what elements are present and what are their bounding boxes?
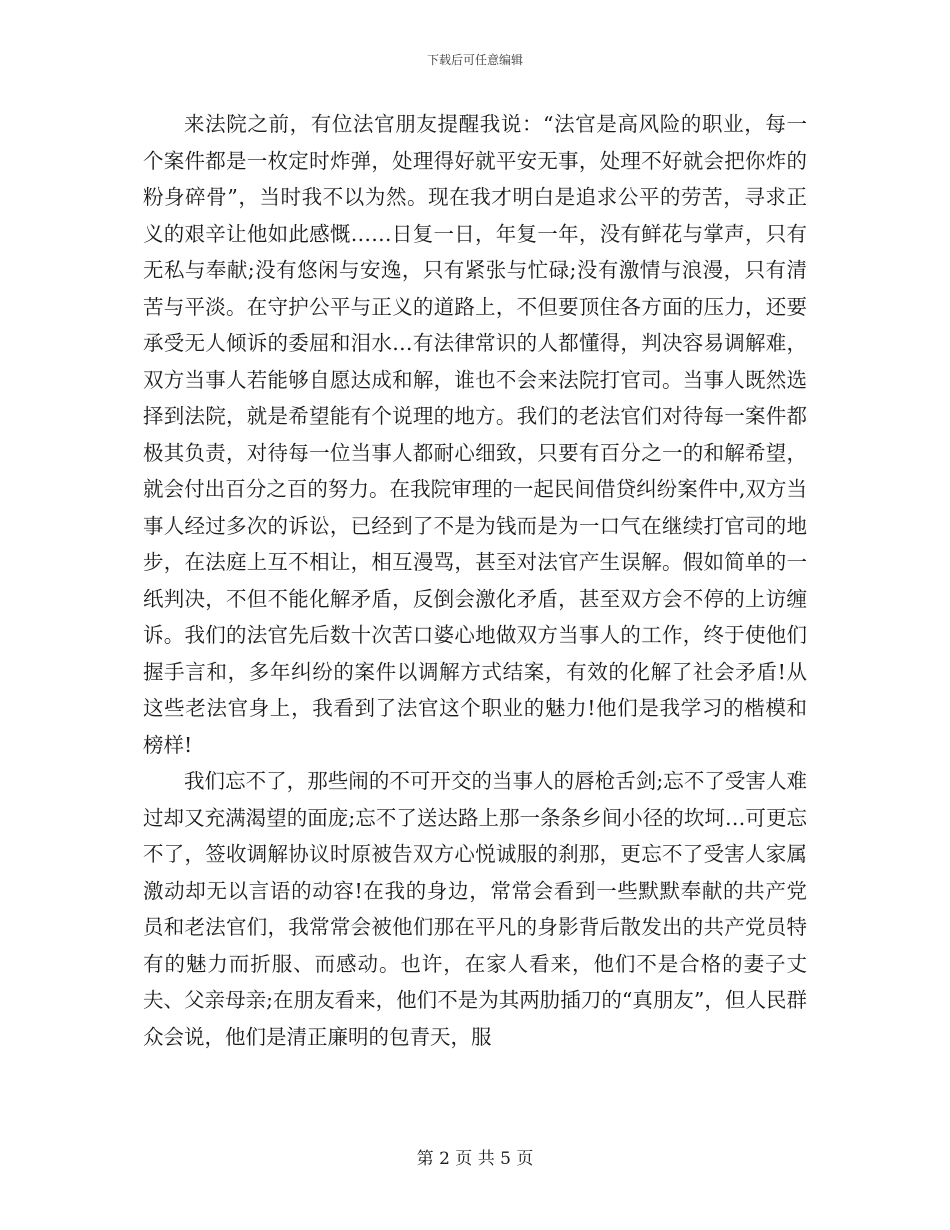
page-header-note: 下载后可任意编辑	[426, 53, 523, 67]
paragraph: 我们忘不了，那些闹的不可开交的当事人的唇枪舌剑;忘不了受害人难过却又充满渴望的面庞;忘不了送达路上那一条条乡间小径的坎坷…可更忘不了，签收调解协议时原被告双方心悦诚服的刹那，更忘不了受害人家属激动却无以言语的动容!在我的身边，常常会看到一些默默奉献的共产党员和老法官们，我常常会被他们那在平凡的身影背后散发出的共产党员特有的魅力而折服、而感动。也许，在家人看来，他们不是合格的妻子丈夫、父亲母亲;在朋友看来，他们不是为其两肋插刀的“真朋友”，但人民群众会说，他们是清正廉明的包青天，服	[143, 769, 807, 1049]
page-number-footer: 第 2 页 共 5 页	[416, 1149, 534, 1169]
paragraph: 来法院之前，有位法官朋友提醒我说：“法官是高风险的职业，每一个案件都是一枚定时炸弹，处理得好就平安无事，处理不好就会把你炸的粉身碎骨”，当时我不以为然。现在我才明白是追求公平的劳苦，寻求正义的艰辛让他如此感慨……日复一日，年复一年，没有鲜花与掌声，只有无私与奉献;没有悠闲与安逸，只有紧张与忙碌;没有激情与浪漫，只有清苦与平淡。在守护公平与正义的道路上，不但要顶住各方面的压力，还要承受无人倾诉的委屈和泪水…有法律常识的人都懂得，判决容易调解难，双方当事人若能够自愿达成和解，谁也不会来法院打官司。当事人既然选择到法院，就是希望能有个说理的地方。我们的老法官们对待每一案件都极其负责，对待每一位当事人都耐心细致，只要有百分之一的和解希望，就会付出百分之百的努力。在我院审理的一起民间借贷纠纷案件中,双方当事人经过多次的诉讼，已经到了不是为钱而是为一口气在继续打官司的地步，在法庭上互不相让，相互漫骂，甚至对法官产生误解。假如简单的一纸判决，不但不能化解矛盾，反倒会激化矛盾，甚至双方会不停的上访缠诉。我们的法官先后数十次苦口婆心地做双方当事人的工作，终于使他们握手言和，多年纠纷的案件以调解方式结案，有效的化解了社会矛盾!从这些老法官身上，我看到了法官这个职业的魅力!他们是我学习的楷模和榜样!	[143, 112, 807, 757]
document-body	[143, 106, 807, 1055]
